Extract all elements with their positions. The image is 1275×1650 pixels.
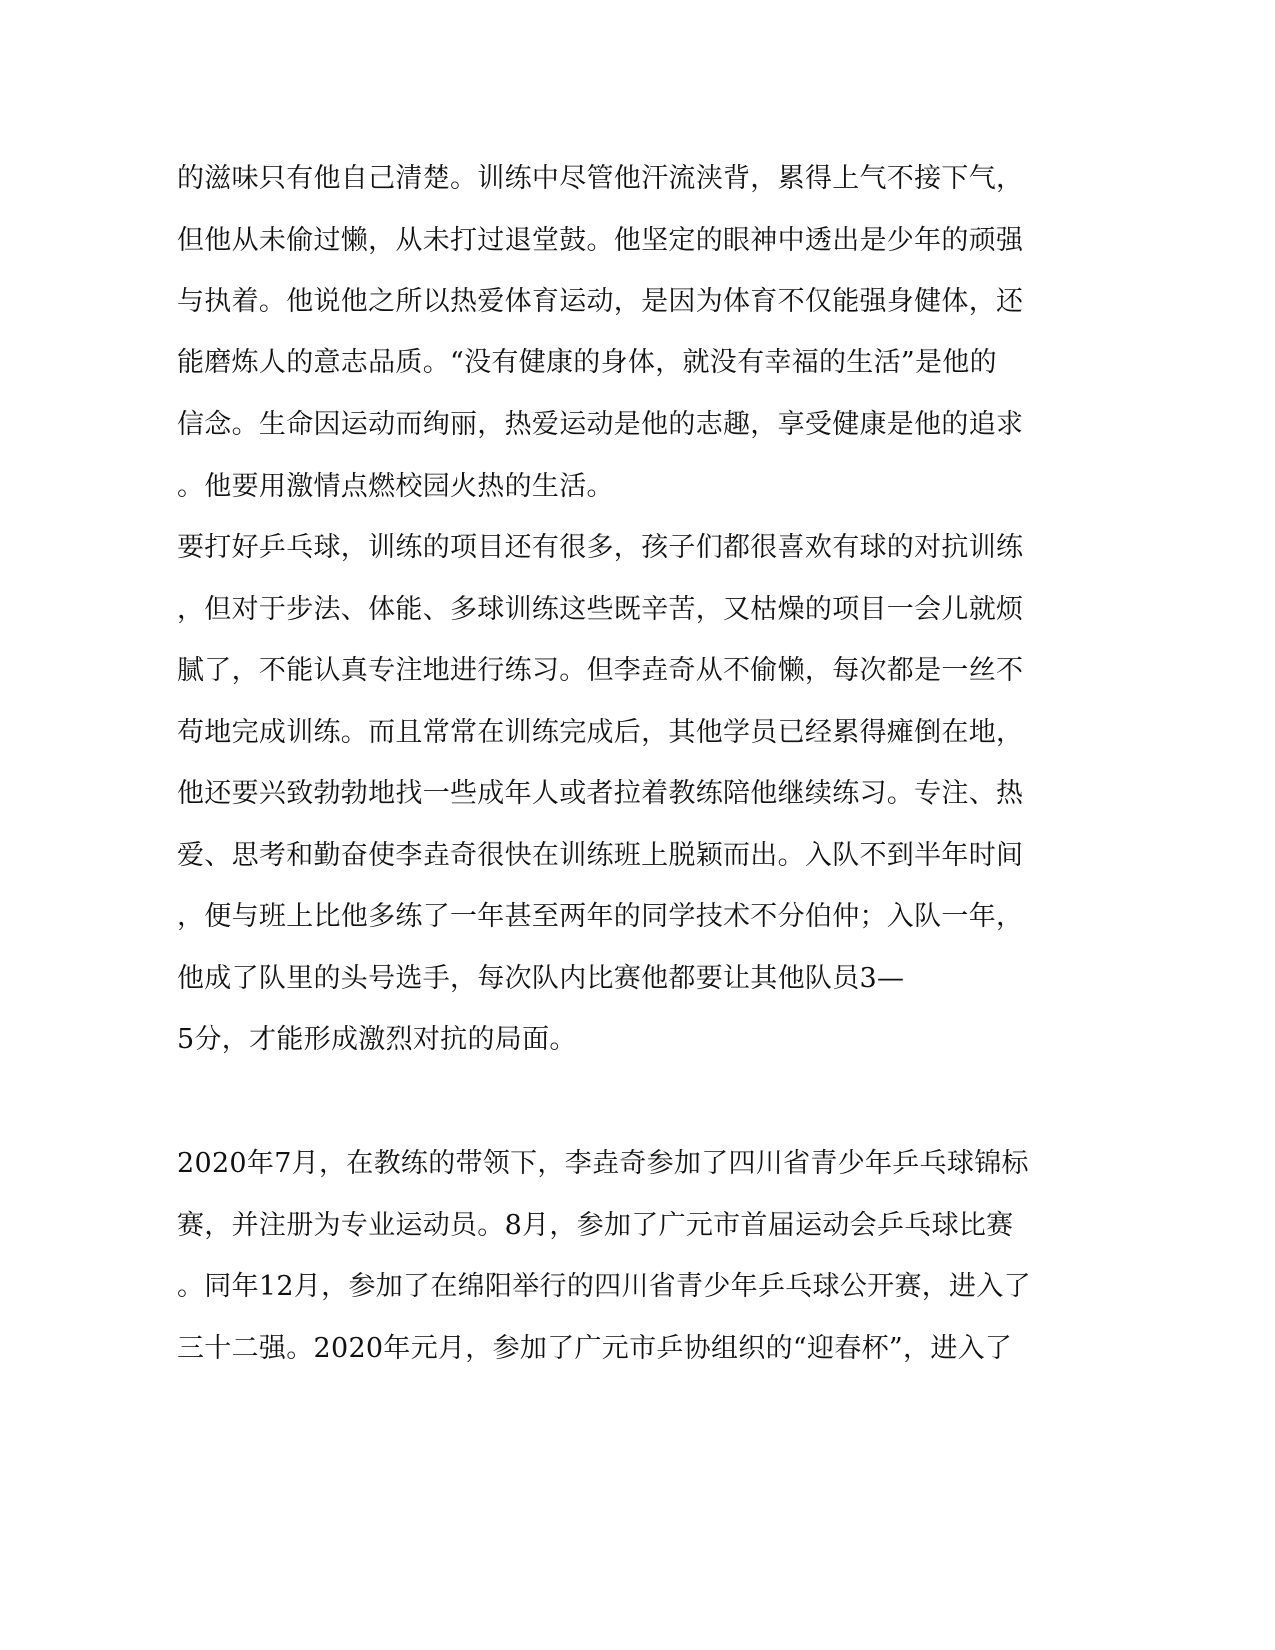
text-line: 他还要兴致勃勃地找一些成年人或者拉着教练陪他继续练习。专注、热 [177, 778, 1024, 809]
text-line: 能磨炼人的意志品质。“没有健康的身体，就没有幸福的生活”是他的 [177, 347, 997, 378]
text-line: 三十二强。2020年元月，参加了广元市乒协组织的“迎春杯”，进入了 [177, 1333, 1013, 1364]
text-line: 爱、思考和勤奋使李垚奇很快在训练班上脱颖而出。入队不到半年时间 [177, 840, 1024, 871]
text-line: 信念。生命因运动而绚丽，热爱运动是他的志趣，享受健康是他的追求 [177, 409, 1024, 440]
text-line: 。他要用激情点燃校园火热的生活。 [177, 471, 614, 502]
text-line: ，但对于步法、体能、多球训练这些既辛苦，又枯燥的项目一会儿就烦 [177, 594, 1024, 625]
text-line: 赛，并注册为专业运动员。8月，参加了广元市首届运动会乒乓球比赛 [177, 1210, 1014, 1241]
text-line: 的滋味只有他自己清楚。训练中尽管他汗流浃背，累得上气不接下气， [177, 163, 1024, 194]
text-line: 但他从未偷过懒，从未打过退堂鼓。他坚定的眼神中透出是少年的顽强 [177, 225, 1024, 256]
text-line: 与执着。他说他之所以热爱体育运动，是因为体育不仅能强身健体，还 [177, 286, 1024, 317]
text-line: 腻了，不能认真专注地进行练习。但李垚奇从不偷懒，每次都是一丝不 [177, 655, 1024, 686]
text-line: ，便与班上比他多练了一年甚至两年的同学技术不分伯仲；入队一年， [177, 901, 1024, 932]
text-line: 5分，才能形成激烈对抗的局面。 [177, 1024, 577, 1055]
text-line: 2020年7月，在教练的带领下，李垚奇参加了四川省青少年乒乓球锦标 [177, 1148, 1029, 1179]
text-line: 要打好乒乓球，训练的项目还有很多，孩子们都很喜欢有球的对抗训练 [177, 532, 1024, 563]
text-line: 他成了队里的头号选手，每次队内比赛他都要让其他队员3— [177, 963, 905, 994]
text-line: 苟地完成训练。而且常常在训练完成后，其他学员已经累得瘫倒在地， [177, 717, 1024, 748]
text-line: 。同年12月，参加了在绵阳举行的四川省青少年乒乓球公开赛，进入了 [177, 1271, 1031, 1302]
